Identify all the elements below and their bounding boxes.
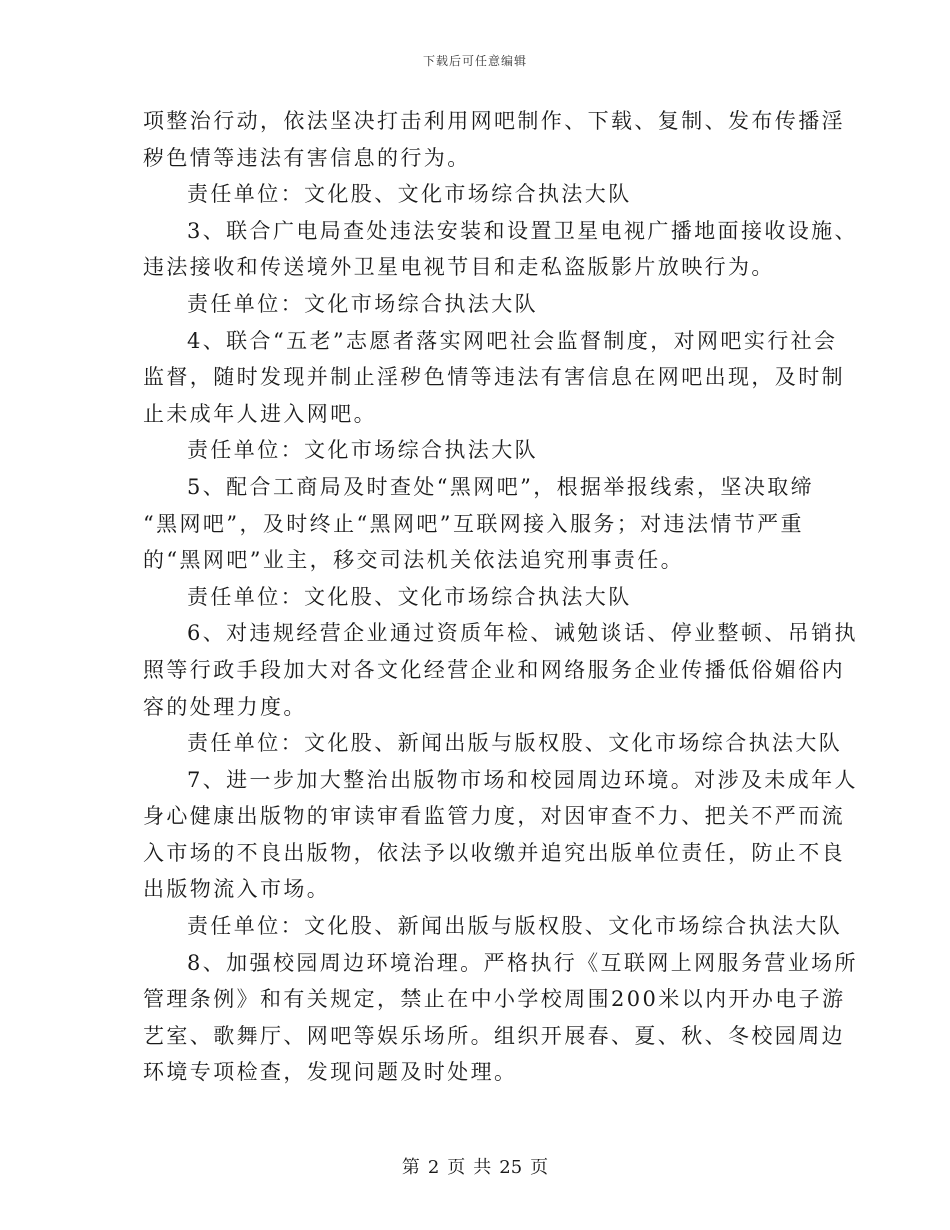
text-line: 照等行政手段加大对各文化经营企业和网络服务企业传播低俗媚俗内	[143, 657, 845, 682]
text-line: 监督，随时发现并制止淫秽色情等违法有害信息在网吧出现，及时制	[143, 365, 845, 390]
footer-total-pages: 25	[499, 1157, 523, 1178]
text-line: 6、对违规经营企业通过资质年检、诫勉谈话、停业整顿、吊销执	[187, 621, 858, 646]
text-line: 3、联合广电局查处违法安装和设置卫星电视广播地面接收设施、	[187, 218, 858, 243]
text-line: 责任单位：文化股、文化市场综合执法大队	[187, 182, 632, 207]
text-line: 项整治行动，依法坚决打击利用网吧制作、下载、复制、发布传播淫	[143, 109, 845, 133]
text-line: 责任单位：文化市场综合执法大队	[187, 291, 538, 316]
text-line: 违法接收和传送境外卫星电视节目和走私盗版影片放映行为。	[143, 255, 775, 280]
text-line: 责任单位：文化市场综合执法大队	[187, 438, 538, 463]
text-line: 的“黑网吧”业主，移交司法机关依法追究刑事责任。	[143, 548, 685, 573]
text-line: 环境专项检查，发现问题及时处理。	[143, 1060, 518, 1085]
text-line: 身心健康出版物的审读审看监管力度，对因审查不力、把关不严而流	[143, 804, 845, 829]
page-footer	[0, 1153, 950, 1179]
text-line: “黑网吧”，及时终止“黑网吧”互联网接入服务；对违法情节严重	[143, 511, 804, 536]
text-line: 责任单位：文化股、新闻出版与版权股、文化市场综合执法大队	[187, 731, 843, 756]
text-line: 止未成年人进入网吧。	[143, 401, 377, 426]
text-line: 艺室、歌舞厅、网吧等娱乐场所。组织开展春、夏、秋、冬校园周边	[143, 1023, 845, 1048]
text-line: 秽色情等违法有害信息的行为。	[143, 145, 471, 170]
text-line: 入市场的不良出版物，依法予以收缴并追究出版单位责任，防止不良	[143, 840, 845, 865]
text-line: 责任单位：文化股、文化市场综合执法大队	[187, 584, 632, 609]
footer-label-total: 共	[473, 1157, 492, 1178]
text-line: 7、进一步加大整治出版物市场和校园周边环境。对涉及未成年人	[187, 767, 858, 792]
page-header-note: 下载后可任意编辑	[422, 54, 527, 68]
text-line: 责任单位：文化股、新闻出版与版权股、文化市场综合执法大队	[187, 914, 843, 939]
footer-label-ye-2: 页	[530, 1157, 549, 1178]
text-line: 容的处理力度。	[143, 694, 307, 719]
text-line: 出版物流入市场。	[143, 877, 331, 902]
footer-current-page: 2	[427, 1157, 440, 1178]
text-line: 8、加强校园周边环境治理。严格执行《互联网上网服务营业场所	[187, 950, 858, 975]
text-line: 管理条例》和有关规定，禁止在中小学校周围200米以内开办电子游	[143, 987, 846, 1012]
footer-label-page: 第	[401, 1157, 420, 1178]
text-line: 5、配合工商局及时查处“黑网吧”，根据举报线索，坚决取缔	[187, 474, 815, 499]
text-line: 4、联合“五老”志愿者落实网吧社会监督制度，对网吧实行社会	[187, 328, 838, 353]
document-body	[143, 103, 858, 1091]
footer-label-ye: 页	[447, 1157, 466, 1178]
